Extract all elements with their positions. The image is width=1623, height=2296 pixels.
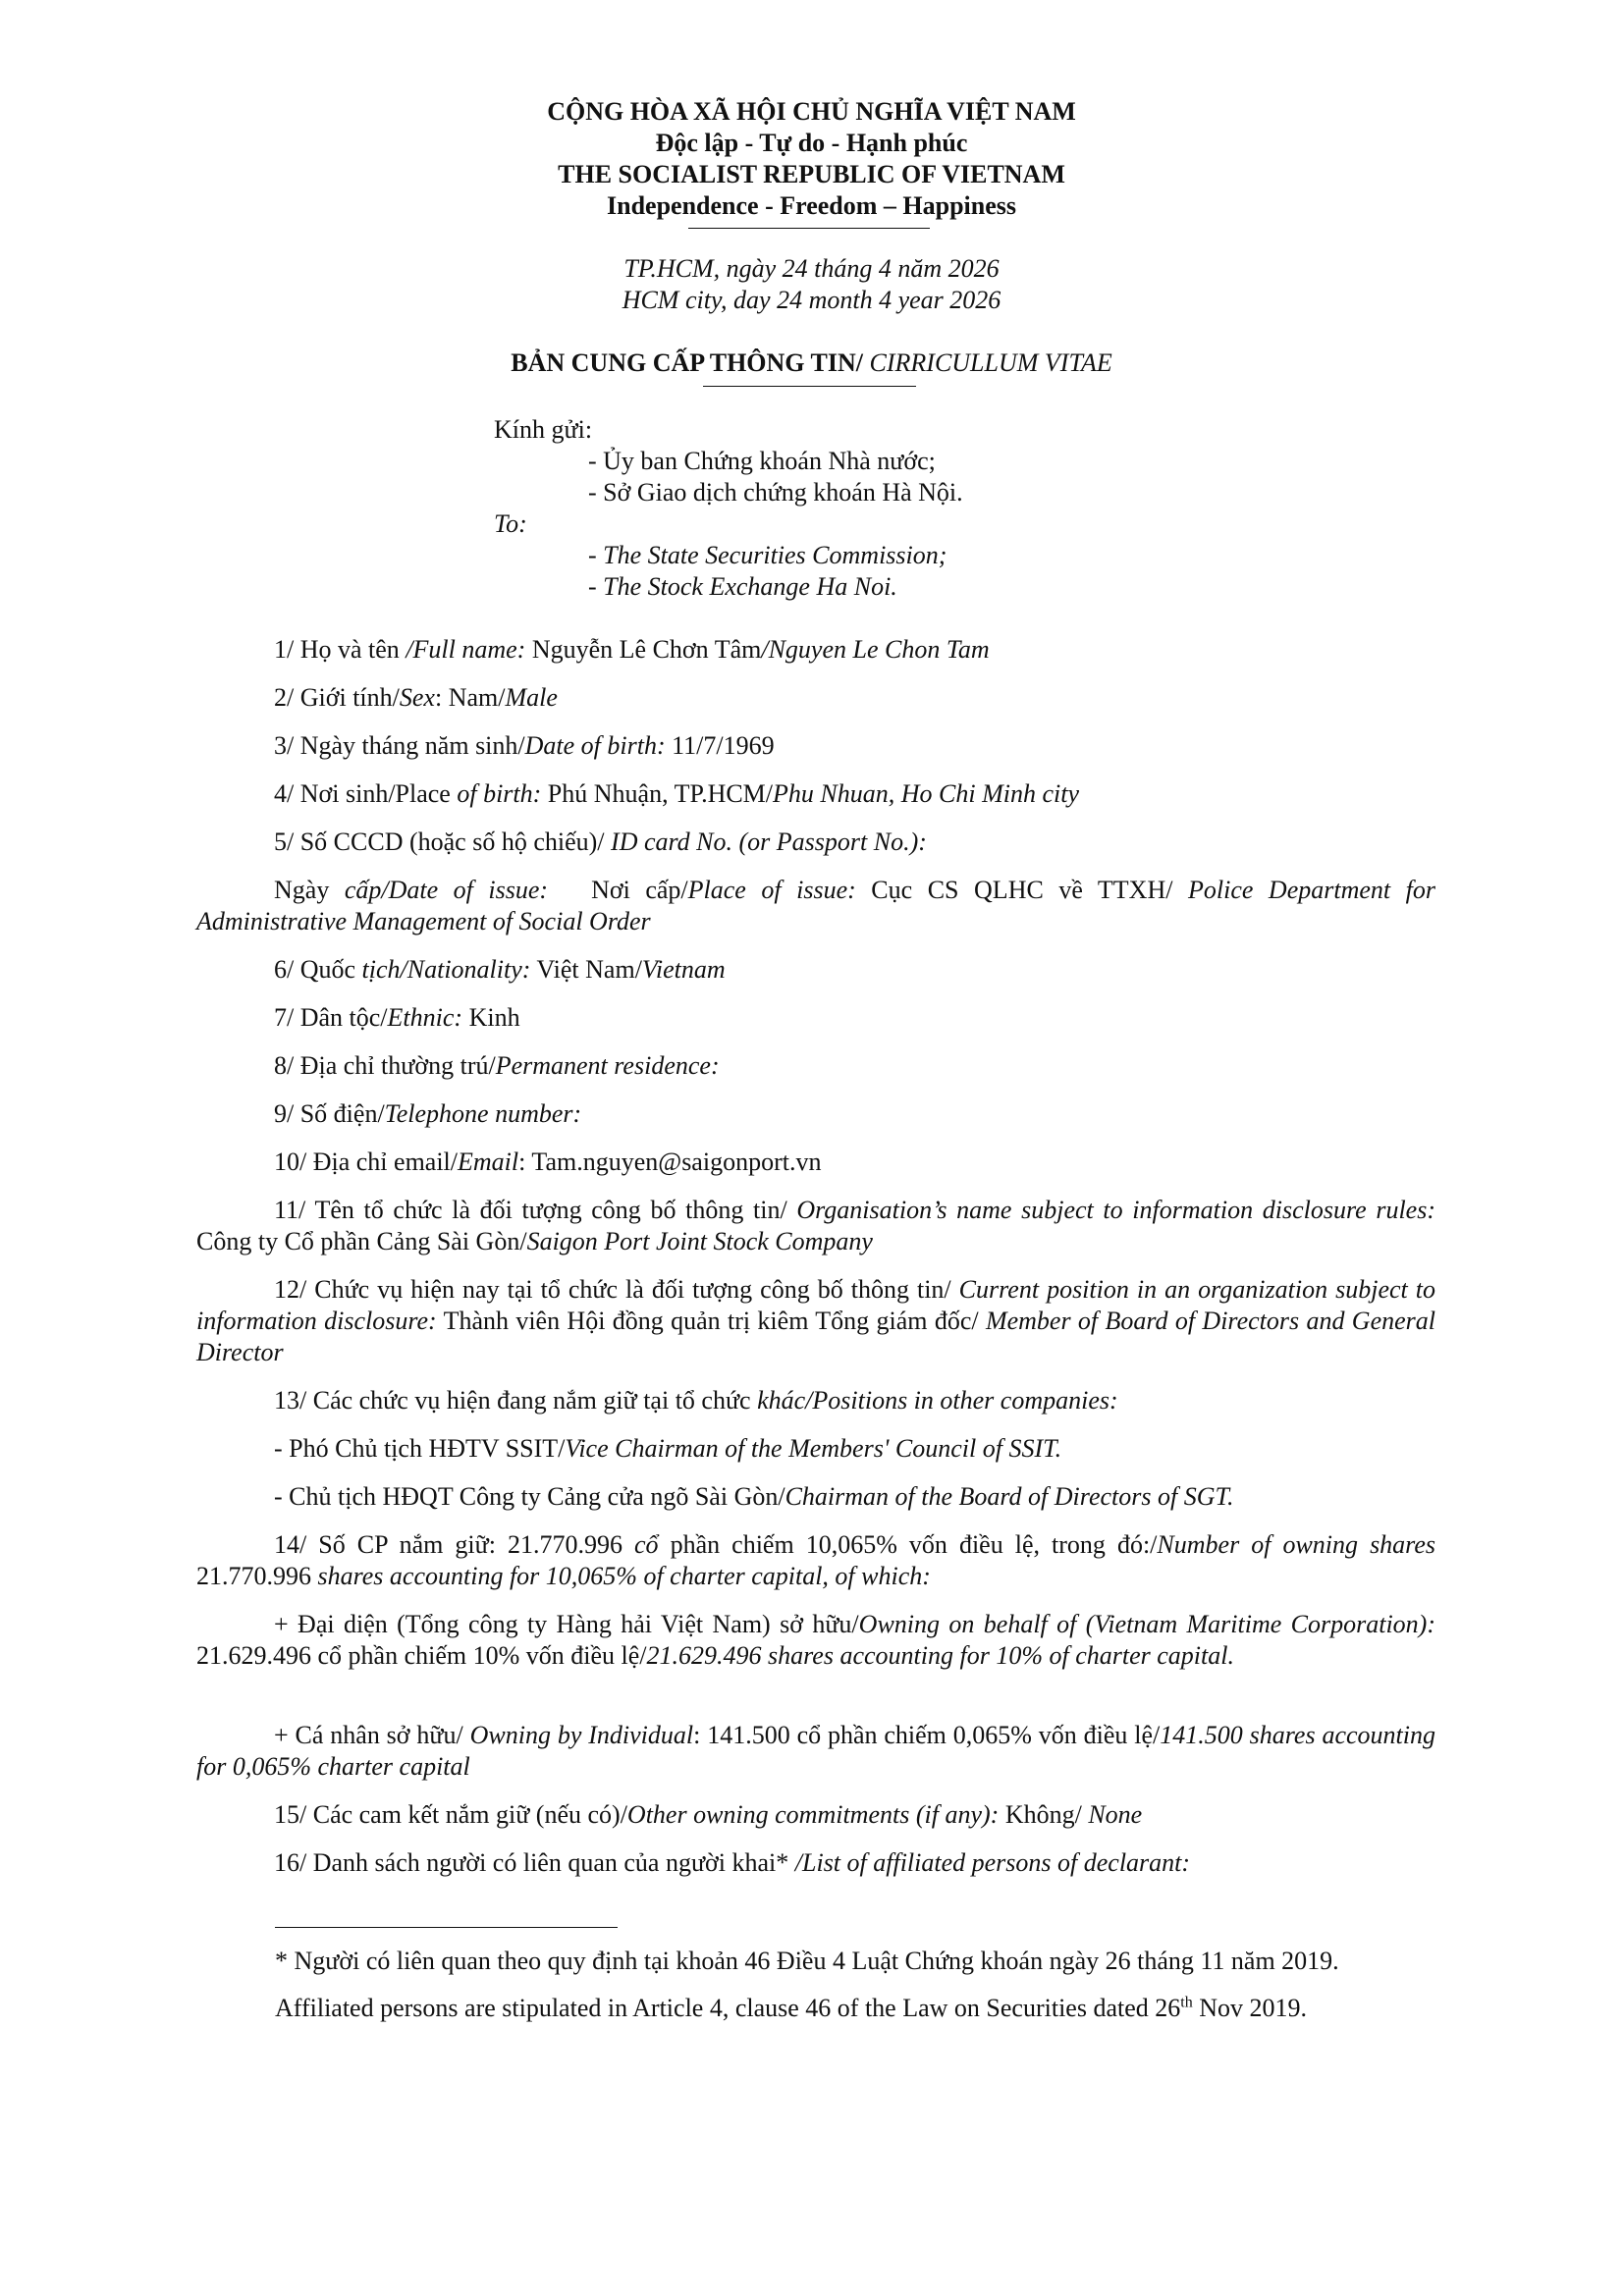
- field-permanent-residence: 8/ Địa chỉ thường trú/Permanent residence:: [274, 1051, 720, 1080]
- recipient-vn-2: - Sở Giao dịch chứng khoán Hà Nội.: [588, 478, 963, 507]
- title-underline: [703, 386, 916, 387]
- motto-en: Independence - Freedom – Happiness: [607, 191, 1016, 220]
- field-place-of-birth: 4/ Nơi sinh/Place of birth: Phú Nhuận, TP.HCM/Phu Nhuan, Ho Chi Minh city: [274, 779, 1080, 808]
- recipients-vn-label: Kính gửi:: [494, 415, 593, 444]
- field-date-of-birth: 3/ Ngày tháng năm sinh/Date of birth: 11/7/1969: [274, 731, 775, 760]
- document-title-en: CIRRICULLUM VITAE: [863, 348, 1112, 377]
- recipient-vn-1: - Ủy ban Chứng khoán Nhà nước;: [588, 447, 936, 475]
- footnote-en: Affiliated persons are stipulated in Article 4, clause 46 of the Law on Securities dated 26th Nov 2019.: [275, 1994, 1307, 2022]
- field-affiliated-persons: 16/ Danh sách người có liên quan của người khai* /List of affiliated persons of declarant:: [274, 1848, 1191, 1877]
- field-current-position: 12/ Chức vụ hiện nay tại tổ chức là đối tượng công bố thông tin/ Current position in an organization subject to information disclosure: Thành viên Hội đồng quản trị kiêm Tổng giám đốc/ Member of Board of Directors and General Director: [196, 1275, 1435, 1366]
- date-en: HCM city, day 24 month 4 year 2026: [622, 286, 1001, 314]
- recipients-en-label: To:: [494, 509, 527, 538]
- field-ethnic: 7/ Dân tộc/Ethnic: Kinh: [274, 1003, 520, 1032]
- country-name-en: THE SOCIALIST REPUBLIC OF VIETNAM: [558, 160, 1065, 188]
- field-shares-owned: 14/ Số CP nắm giữ: 21.770.996 cổ phần chiếm 10,065% vốn điều lệ, trong đó:/Number of owning shares 21.770.996 shares accounting for 10,065% of charter capital, of which:: [196, 1530, 1435, 1590]
- field-organisation: 11/ Tên tổ chức là đối tượng công bố thông tin/ Organisation’s name subject to information disclosure rules: Công ty Cổ phần Cảng Sài Gòn/Saigon Port Joint Stock Company: [196, 1196, 1435, 1255]
- recipient-en-2: - The Stock Exchange Ha Noi.: [588, 572, 897, 601]
- date-vn: TP.HCM, ngày 24 tháng 4 năm 2026: [623, 254, 1000, 283]
- field-email: 10/ Địa chỉ email/Email: Tam.nguyen@saigonport.vn: [274, 1148, 822, 1176]
- recipient-en-1: - The State Securities Commission;: [588, 541, 947, 569]
- other-position-item: - Chủ tịch HĐQT Công ty Cảng cửa ngõ Sài Gòn/Chairman of the Board of Directors of SGT.: [274, 1482, 1234, 1511]
- field-sex: 2/ Giới tính/Sex: Nam/Male: [274, 683, 558, 712]
- field-telephone: 9/ Số điện/Telephone number:: [274, 1099, 582, 1128]
- document-title: [0, 347, 1623, 379]
- other-position-item: - Phó Chủ tịch HĐTV SSIT/Vice Chairman of the Members' Council of SSIT.: [274, 1434, 1062, 1463]
- field-other-positions: 13/ Các chức vụ hiện đang nắm giữ tại tổ chức khác/Positions in other companies:: [274, 1386, 1118, 1415]
- field-full-name: 1/ Họ và tên /Full name: Nguyễn Lê Chơn Tâm/Nguyen Le Chon Tam: [274, 635, 990, 664]
- footnote-separator: [275, 1927, 618, 1928]
- document-title-vn: BẢN CUNG CẤP THÔNG TIN/: [511, 348, 864, 377]
- header-underline: [688, 228, 930, 229]
- field-id-card: 5/ Số CCCD (hoặc số hộ chiếu)/ ID card No. (or Passport No.):: [274, 828, 927, 856]
- footnote-vn: * Người có liên quan theo quy định tại khoản 46 Điều 4 Luật Chứng khoán ngày 26 tháng 11 năm 2019.: [275, 1947, 1339, 1975]
- shares-individual: + Cá nhân sở hữu/ Owning by Individual: 141.500 cổ phần chiếm 0,065% vốn điều lệ/141.500 shares accounting for 0,065% charter capital: [196, 1721, 1435, 1781]
- motto-vn: Độc lập - Tự do - Hạnh phúc: [655, 129, 968, 157]
- shares-on-behalf: + Đại diện (Tổng công ty Hàng hải Việt Nam) sở hữu/Owning on behalf of (Vietnam Maritime Corporation): 21.629.496 cổ phần chiếm 10% vốn điều lệ/21.629.496 shares accounting for 10% of charter capital.: [196, 1610, 1435, 1670]
- field-issue-info: Ngày cấp/Date of issue: Nơi cấp/Place of issue: Cục CS QLHC về TTXH/ Police Department for Administrative Management of Social Order: [196, 876, 1435, 935]
- country-name-vn: CỘNG HÒA XÃ HỘI CHỦ NGHĨA VIỆT NAM: [547, 97, 1076, 126]
- field-nationality: 6/ Quốc tịch/Nationality: Việt Nam/Vietnam: [274, 955, 726, 984]
- field-owning-commitments: 15/ Các cam kết nắm giữ (nếu có)/Other owning commitments (if any): Không/ None: [274, 1800, 1143, 1829]
